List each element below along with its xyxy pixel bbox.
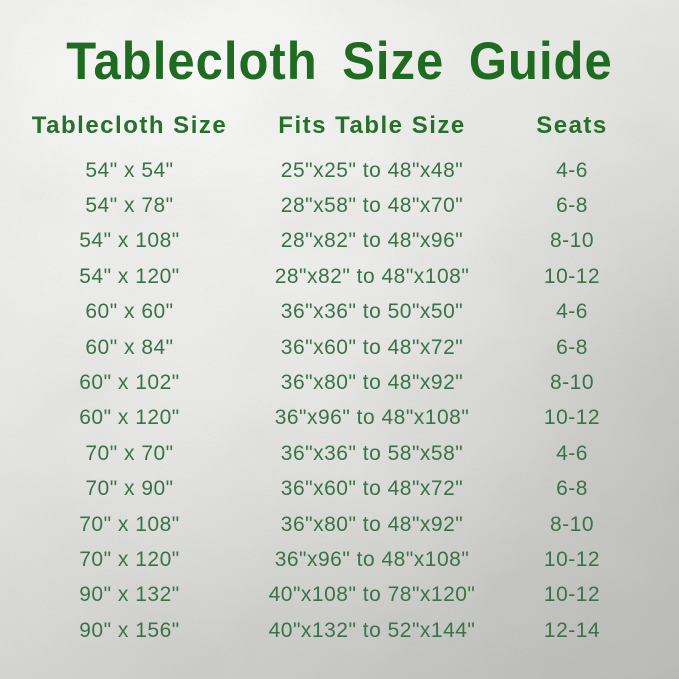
tablecloth-size-value: 60" x 120" (79, 406, 180, 430)
fits-table-size-value: 28"x82" to 48"x108" (274, 264, 470, 288)
fits-table-size-value: 40"x132" to 52"x144" (268, 618, 476, 642)
fits-table-size-value: 36"x36" to 50"x50" (280, 300, 464, 324)
seats-value: 10-12 (543, 583, 601, 607)
table-row (0, 401, 679, 436)
fits-table-size-value: 28"x82" to 48"x96" (280, 229, 464, 253)
table-row (0, 153, 679, 188)
fits-table-size-value: 36"x80" to 48"x92" (280, 371, 464, 395)
tablecloth-size-value: 90" x 156" (79, 618, 180, 642)
table-row (0, 330, 679, 365)
seats-value: 10-12 (543, 264, 601, 288)
tablecloth-size-value: 70" x 70" (85, 441, 174, 465)
seats-value: 6-8 (556, 194, 588, 218)
seats-value: 8-10 (549, 512, 595, 536)
seats-value: 8-10 (549, 229, 595, 253)
column-header-fits-table-size: Fits Table Size (278, 112, 466, 139)
table-row (0, 224, 679, 259)
column-header-tablecloth-size: Tablecloth Size (31, 112, 228, 139)
fits-table-size-value: 36"x36" to 58"x58" (280, 441, 464, 465)
seats-value: 10-12 (543, 547, 601, 571)
fits-table-size-value: 36"x60" to 48"x72" (280, 477, 464, 501)
fits-table-size-value: 36"x80" to 48"x92" (280, 512, 464, 536)
table-row (0, 578, 679, 613)
size-table (0, 104, 679, 648)
table-row (0, 188, 679, 223)
tablecloth-size-value: 54" x 120" (79, 264, 180, 288)
fits-table-size-value: 25"x25" to 48"x48" (280, 158, 464, 182)
seats-value: 6-8 (556, 477, 588, 501)
fits-table-size-value: 36"x96" to 48"x108" (274, 406, 470, 430)
table-row (0, 613, 679, 648)
fits-table-size-value: 40"x108" to 78"x120" (268, 583, 476, 607)
table-row (0, 436, 679, 471)
tablecloth-size-value: 60" x 102" (79, 371, 180, 395)
page-title: Tablecloth Size Guide (66, 32, 613, 91)
tablecloth-size-value: 90" x 132" (79, 583, 180, 607)
fits-table-size-value: 36"x60" to 48"x72" (280, 335, 464, 359)
tablecloth-size-value: 54" x 54" (85, 158, 174, 182)
table-body (0, 153, 679, 648)
fits-table-size-value: 36"x96" to 48"x108" (274, 547, 470, 571)
seats-value: 6-8 (556, 335, 588, 359)
tablecloth-size-value: 60" x 84" (85, 335, 174, 359)
seats-value: 4-6 (556, 158, 588, 182)
tablecloth-size-value: 70" x 108" (79, 512, 180, 536)
table-row (0, 365, 679, 400)
table-row (0, 259, 679, 294)
tablecloth-size-value: 70" x 120" (79, 547, 180, 571)
seats-value: 10-12 (543, 406, 601, 430)
tablecloth-size-value: 54" x 108" (79, 229, 180, 253)
tablecloth-size-value: 60" x 60" (85, 300, 174, 324)
seats-value: 4-6 (556, 441, 588, 465)
seats-value: 12-14 (543, 618, 601, 642)
seats-value: 8-10 (549, 371, 595, 395)
fits-table-size-value: 28"x58" to 48"x70" (280, 194, 464, 218)
seats-value: 4-6 (556, 300, 588, 324)
table-row (0, 542, 679, 577)
tablecloth-size-value: 70" x 90" (85, 477, 174, 501)
table-row (0, 472, 679, 507)
table-row (0, 295, 679, 330)
column-header-seats: Seats (536, 112, 608, 139)
table-header-row (0, 104, 679, 148)
table-row (0, 507, 679, 542)
tablecloth-size-value: 54" x 78" (85, 194, 174, 218)
